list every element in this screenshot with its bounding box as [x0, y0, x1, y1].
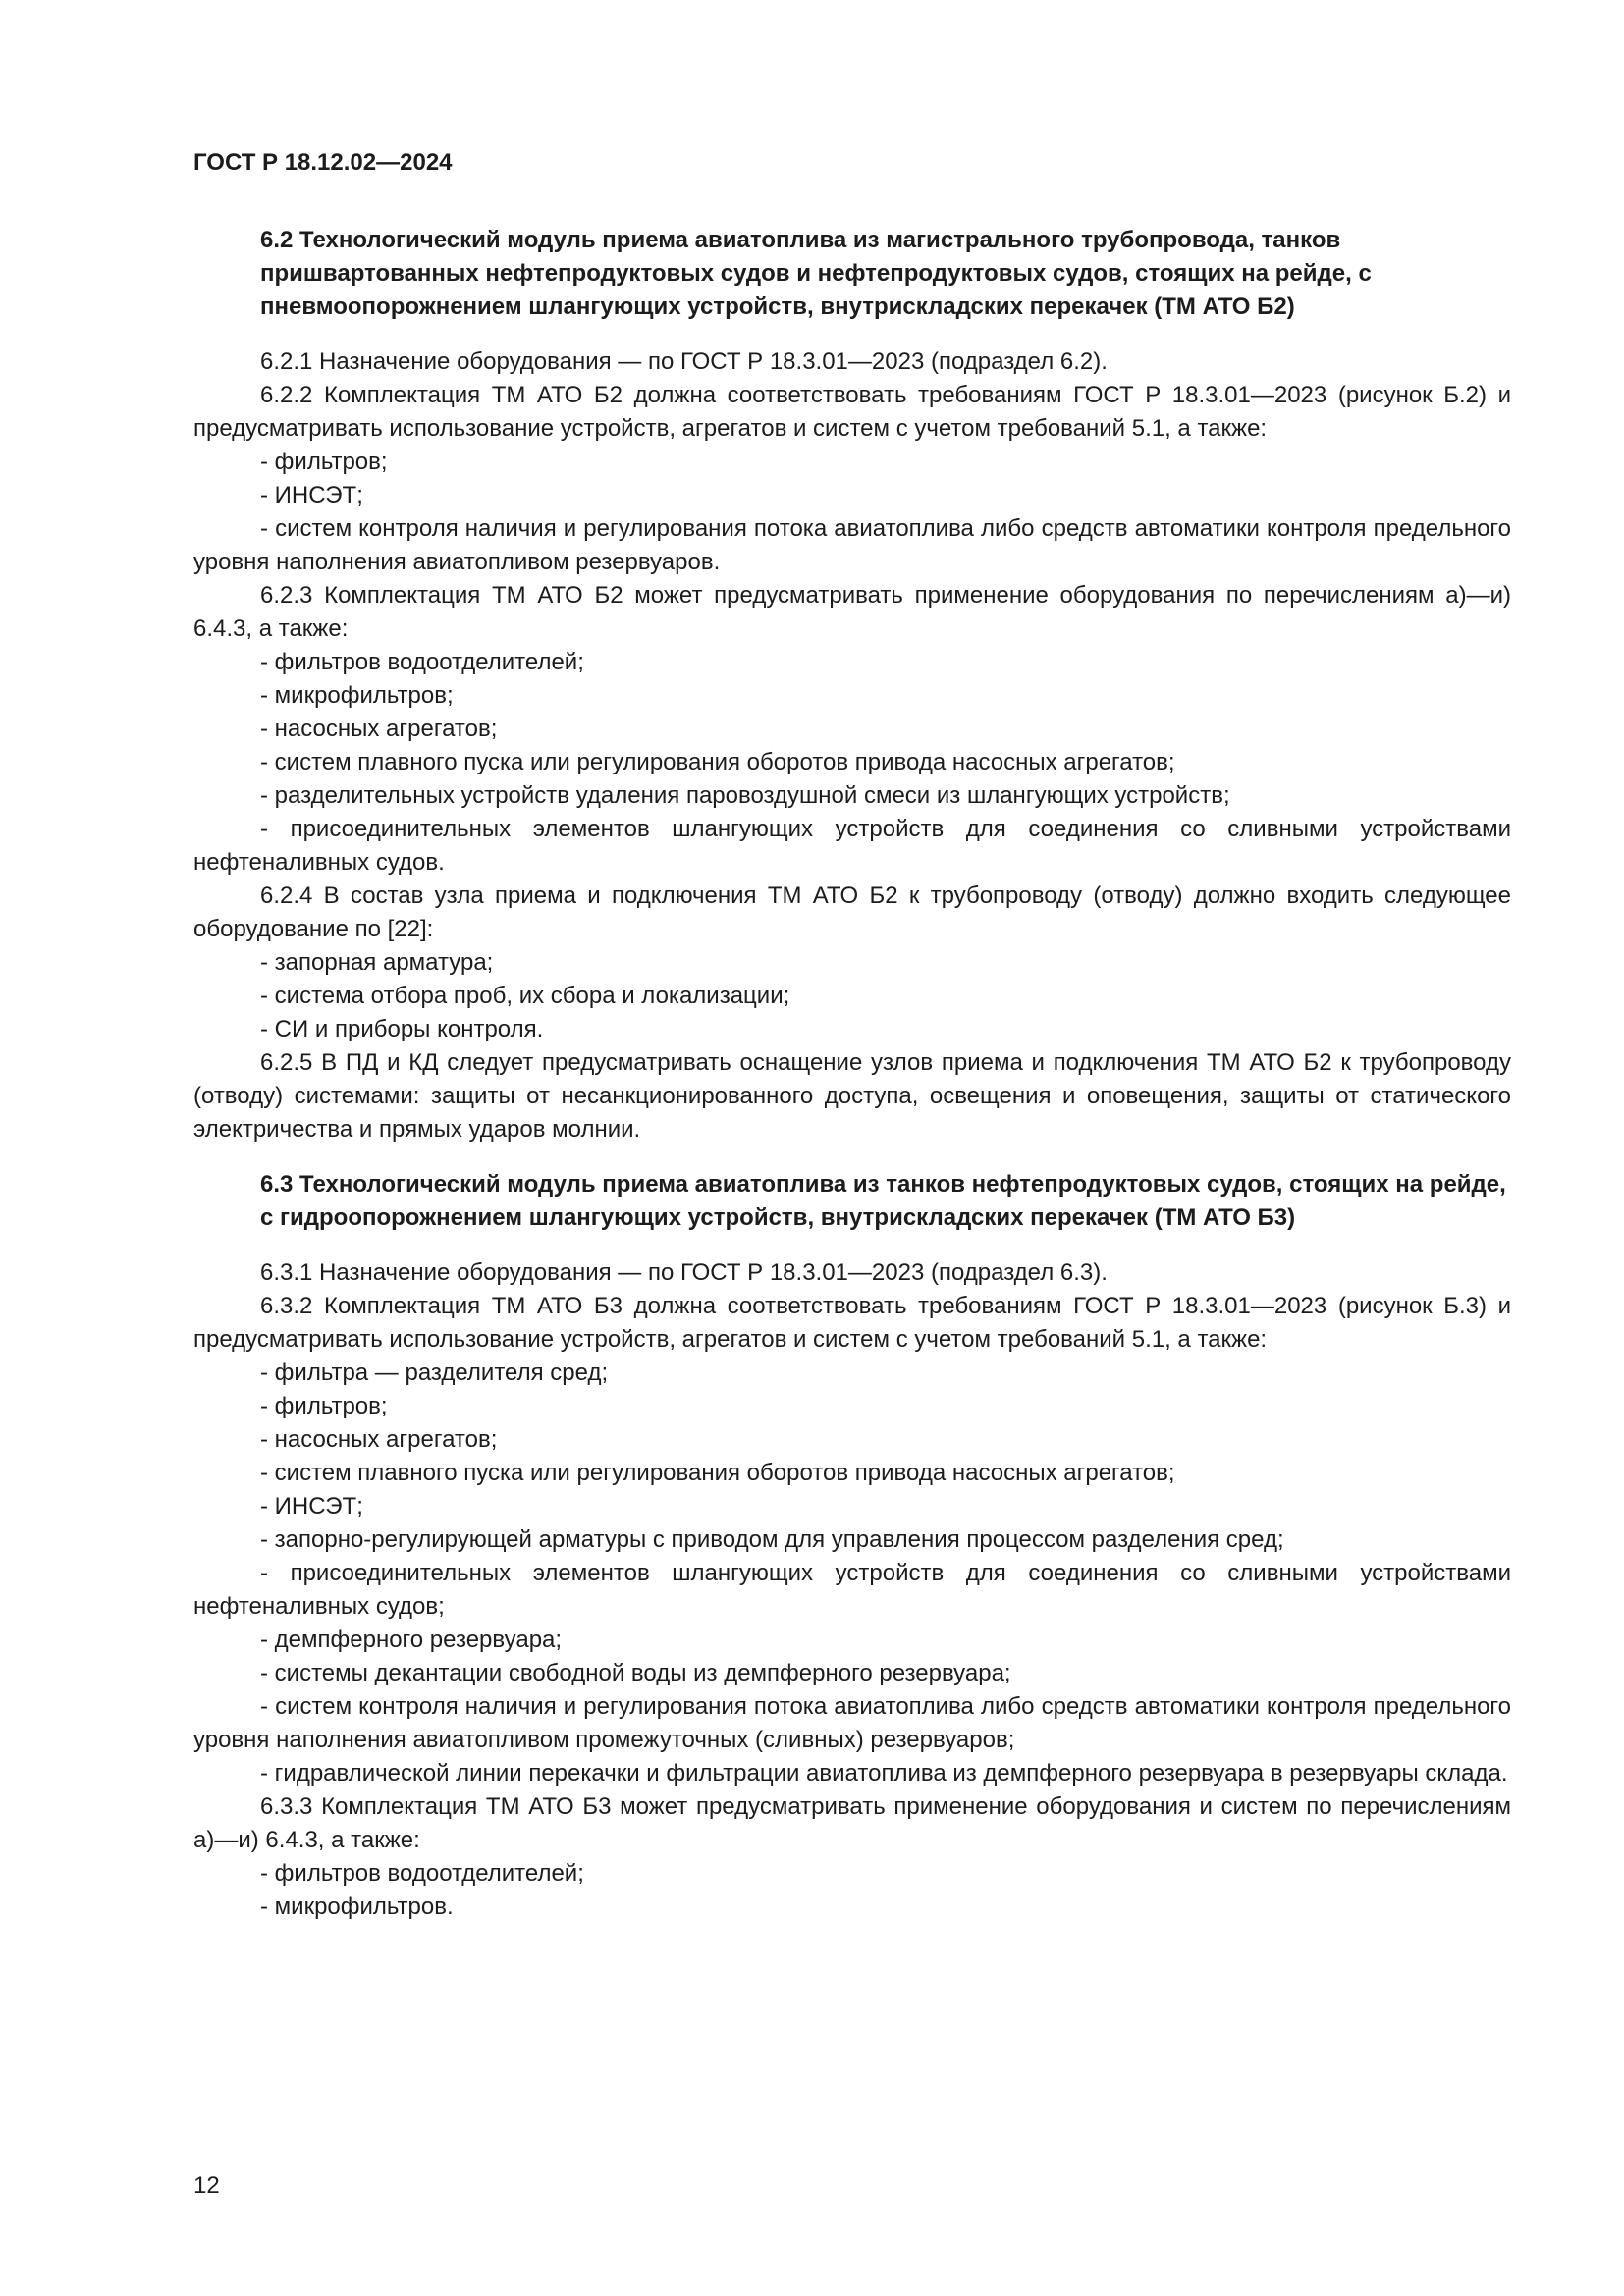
paragraph-6-2-2: 6.2.2 Комплектация ТМ АТО Б2 должна соответствовать требованиям ГОСТ Р 18.3.01—2023 (рисунок Б.2) и предусматривать использование устройств, агрегатов и систем с учетом требований 5.1, а также:: [193, 382, 1511, 442]
list-item: - микрофильтров;: [260, 682, 454, 709]
list-item: - фильтров;: [260, 449, 388, 475]
list-item: - запорно-регулирующей арматуры с приводом для управления процессом разделения сред;: [260, 1526, 1284, 1553]
list-item: - системы декантации свободной воды из демпферного резервуара;: [260, 1660, 1011, 1686]
list-item: - фильтров;: [260, 1393, 388, 1419]
section-heading-6-2: 6.2 Технологический модуль приема авиатоплива из магистрального трубопровода, танков пришвартованных нефтепродуктовых судов и нефтепродуктовых судов, стоящих на рейде, с пневмоопорожнением шлангующих устройств, внутрискладских перекачек (ТМ АТО Б2): [260, 227, 1372, 320]
list-item: - фильтра — разделителя сред;: [260, 1360, 609, 1386]
list-item: - фильтров водоотделителей;: [260, 649, 584, 675]
paragraph-6-3-1: 6.3.1 Назначение оборудования — по ГОСТ Р 18.3.01—2023 (подраздел 6.3).: [260, 1259, 1108, 1286]
list-item: - СИ и приборы контроля.: [260, 1016, 544, 1042]
paragraph-6-2-5: 6.2.5 В ПД и КД следует предусматривать оснащение узлов приема и подключения ТМ АТО Б2 к трубопроводу (отводу) системами: защиты от несанкционированного доступа, освещения и оповещения, защиты от статического электричества и прямых ударов молнии.: [193, 1049, 1511, 1143]
section-heading-6-3: 6.3 Технологический модуль приема авиатоплива из танков нефтепродуктовых судов, стоящих на рейде, с гидроопорожнением шлангующих устройств, внутрискладских перекачек (ТМ АТО Б3): [260, 1171, 1506, 1231]
list-item: - разделительных устройств удаления паровоздушной смеси из шлангующих устройств;: [260, 782, 1230, 809]
list-item: - микрофильтров.: [260, 1894, 454, 1920]
list-item: - насосных агрегатов;: [260, 1426, 498, 1453]
list-item: - присоединительных элементов шлангующих устройств для соединения со сливными устройствами нефтеналивных судов.: [193, 816, 1511, 876]
list-item: - насосных агрегатов;: [260, 716, 498, 742]
page-content: [193, 224, 1511, 1924]
paragraph-6-2-3: 6.2.3 Комплектация ТМ АТО Б2 может предусматривать применение оборудования по перечислениям а)—и) 6.4.3, а также:: [193, 582, 1511, 642]
list-item: - систем плавного пуска или регулирования оборотов привода насосных агрегатов;: [260, 749, 1175, 775]
list-item: - систем контроля наличия и регулирования потока авиатоплива либо средств автоматики контроля предельного уровня наполнения авиатопливом резервуаров.: [193, 515, 1511, 575]
list-item: - систем контроля наличия и регулирования потока авиатоплива либо средств автоматики контроля предельного уровня наполнения авиатопливом промежуточных (сливных) резервуаров;: [193, 1693, 1511, 1753]
list-item: - ИНСЭТ;: [260, 482, 363, 508]
paragraph-6-2-1: 6.2.1 Назначение оборудования — по ГОСТ Р 18.3.01—2023 (подраздел 6.2).: [260, 348, 1108, 375]
list-item: - запорная арматура;: [260, 949, 494, 976]
list-item: - гидравлической линии перекачки и фильтрации авиатоплива из демпферного резервуара в резервуары склада.: [260, 1760, 1508, 1787]
list-item: - систем плавного пуска или регулирования оборотов привода насосных агрегатов;: [260, 1460, 1175, 1486]
list-item: - демпферного резервуара;: [260, 1627, 563, 1653]
paragraph-6-3-3: 6.3.3 Комплектация ТМ АТО Б3 может предусматривать применение оборудования и систем по перечислениям а)—и) 6.4.3, а также:: [193, 1793, 1511, 1853]
list-item: - система отбора проб, их сбора и локализации;: [260, 983, 790, 1009]
paragraph-6-3-2: 6.3.2 Комплектация ТМ АТО Б3 должна соответствовать требованиям ГОСТ Р 18.3.01—2023 (рисунок Б.3) и предусматривать использование устройств, агрегатов и систем с учетом требований 5.1, а также:: [193, 1293, 1511, 1353]
list-item: - фильтров водоотделителей;: [260, 1860, 584, 1887]
list-item: - присоединительных элементов шлангующих устройств для соединения со сливными устройствами нефтеналивных судов;: [193, 1560, 1511, 1620]
standard-header: ГОСТ Р 18.12.02—2024: [193, 149, 453, 176]
list-item: - ИНСЭТ;: [260, 1493, 363, 1520]
page-number: 12: [193, 2172, 220, 2199]
paragraph-6-2-4: 6.2.4 В состав узла приема и подключения ТМ АТО Б2 к трубопроводу (отводу) должно входить следующее оборудование по [22]:: [193, 882, 1511, 942]
